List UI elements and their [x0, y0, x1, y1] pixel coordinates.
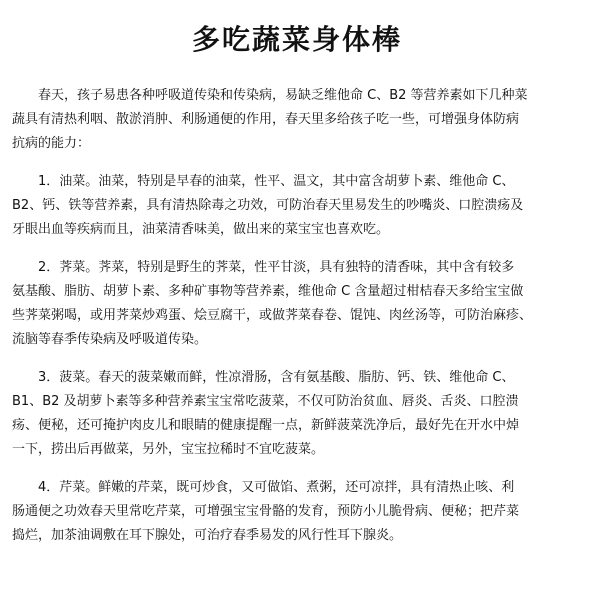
text-line: 氨基酸、脂肪、胡萝卜素、多种矿事物等营养素，维他命 C 含量超过柑桔春天多给宝宝做	[12, 284, 524, 299]
text-line: 一下，捞出后再做菜，另外，宝宝拉稀时不宜吃菠菜。	[12, 442, 325, 457]
document-body	[12, 84, 582, 562]
text-line: 疡、便秘，还可掩护肉皮儿和眼睛的健康提醒一点，新鲜菠菜洗净后，最好先在开水中焯	[12, 418, 520, 433]
text-line: 2．荠菜。荠菜，特别是野生的荠菜，性平甘淡，具有独特的清香味，其中含有较多	[38, 260, 515, 275]
text-line: 牙眼出血等疾病而且，油菜清香味美，做出来的菜宝宝也喜欢吃。	[12, 222, 390, 237]
text-line: 肠通便之功效春天里常吃芹菜，可增强宝宝骨骼的发育，预防小儿脆骨病、便秘；把芹菜	[12, 504, 520, 519]
text-line: 蔬具有清热利咽、散淤消肿、利肠通便的作用，春天里多给孩子吃一些，可增强身体防病	[12, 112, 520, 127]
text-line: 些荠菜粥喝，或用荠菜炒鸡蛋、烩豆腐干，或做荠菜春卷、馄饨、肉丝汤等，可防治麻疹、	[12, 308, 533, 323]
text-line: 春天，孩子易患各种呼吸道传染和传染病，易缺乏维他命 C、B2 等营养素如下几种菜	[38, 88, 528, 103]
text-line: 流脑等春季传染病及呼吸道传染。	[12, 332, 208, 347]
text-line: 捣烂，加茶油调敷在耳下腺处，可治疗春季易发的风行性耳下腺炎。	[12, 528, 403, 543]
paragraph-spinach	[12, 366, 582, 462]
text-line: 抗病的能力：	[12, 136, 91, 151]
text-line: 4．芹菜。鲜嫩的芹菜，既可炒食，又可做馅、煮粥，还可凉拌，具有清热止咳、利	[38, 480, 515, 495]
paragraph-rapeseed	[12, 170, 582, 242]
text-line: 3．菠菜。春天的菠菜嫩而鲜，性凉滑肠，含有氨基酸、脂肪、钙、铁、维他命 C、	[38, 370, 515, 385]
intro-paragraph	[12, 84, 582, 156]
text-line: B1、B2 及胡萝卜素等多种营养素宝宝常吃菠菜，不仅可防治贫血、唇炎、舌炎、口腔溃	[12, 394, 519, 409]
text-line: 1．油菜。油菜，特别是早春的油菜，性平、温文，其中富含胡萝卜素、维他命 C、	[38, 174, 515, 189]
document-title: 多吃蔬菜身体棒	[191, 23, 402, 56]
paragraph-celery	[12, 476, 582, 548]
paragraph-shepherds-purse	[12, 256, 582, 352]
text-line: B2、钙、铁等营养素，具有清热除毒之功效，可防治春天里易发生的吵嘴炎、口腔溃疡及	[12, 198, 524, 213]
